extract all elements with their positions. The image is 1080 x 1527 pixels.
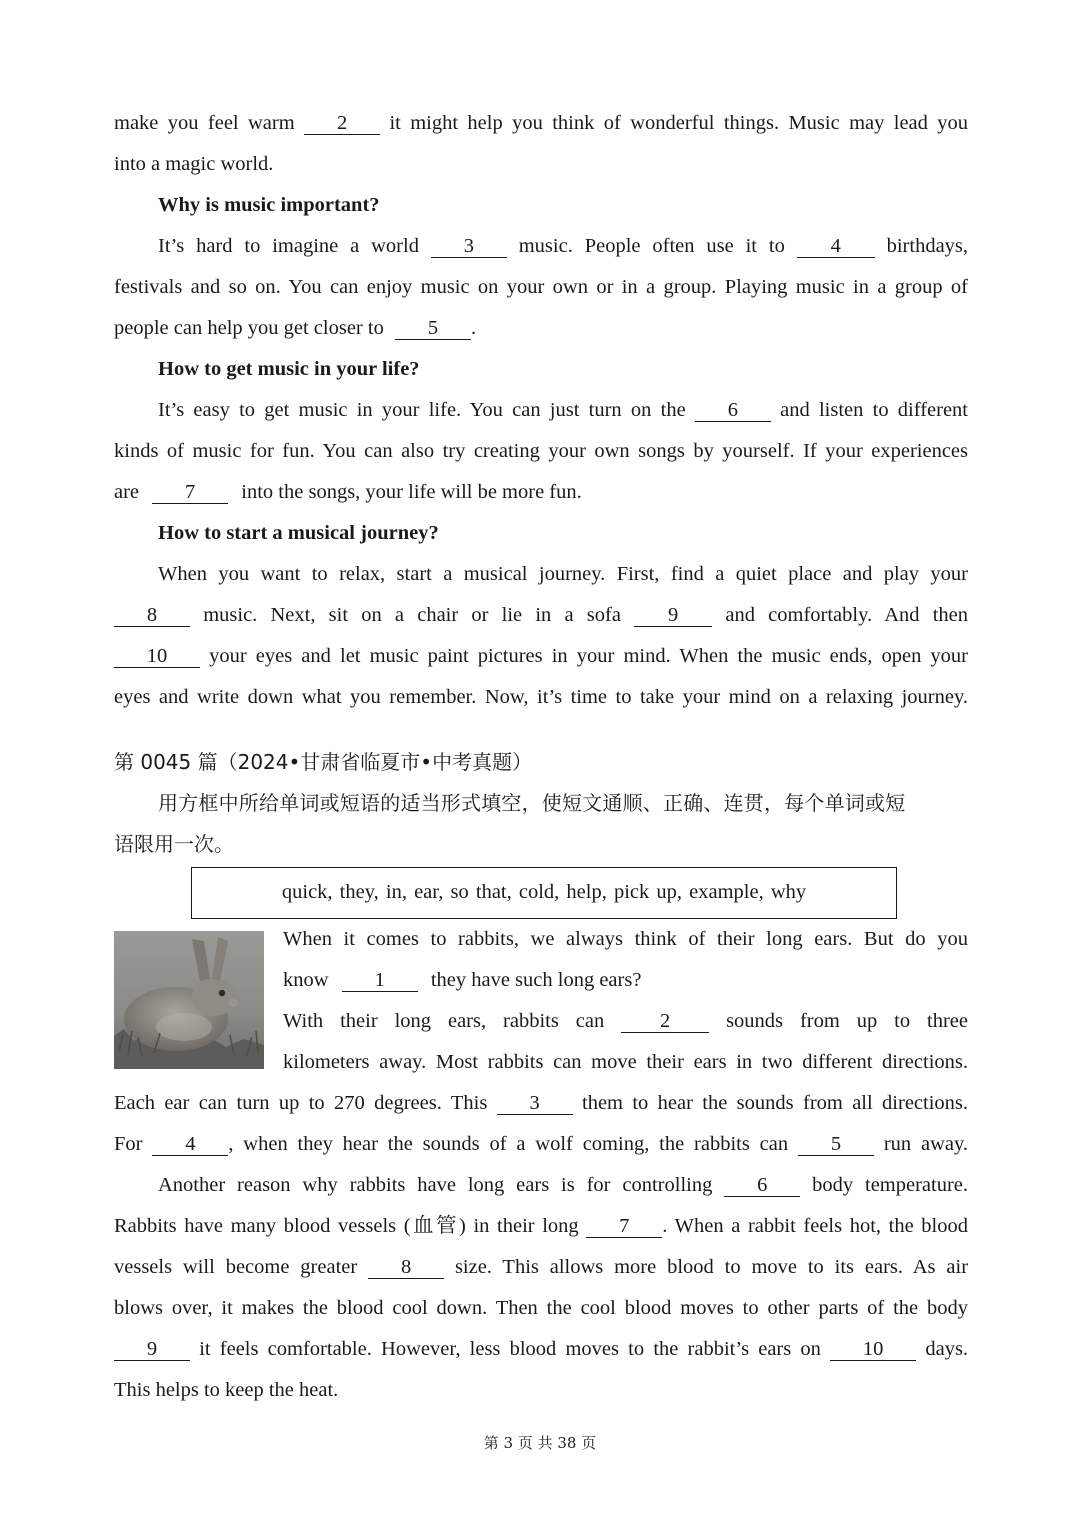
text: It’s easy to get music in your life. You can just turn on the bbox=[158, 399, 686, 421]
text: and comfortably. And then bbox=[725, 604, 968, 626]
heading-why-music-important: Why is music important? bbox=[158, 194, 380, 216]
text: For bbox=[114, 1133, 143, 1155]
text: vessels will become greater bbox=[114, 1256, 358, 1278]
text-line: into a magic world. bbox=[114, 153, 274, 175]
blank-8: 8 bbox=[114, 604, 190, 627]
text: Each ear can turn up to 270 degrees. This bbox=[114, 1092, 488, 1114]
text-line: festivals and so on. You can enjoy music on your own or in a group. Playing music in a group of bbox=[114, 276, 968, 298]
blank-4: 4 bbox=[152, 1133, 228, 1156]
text: It’s hard to imagine a world bbox=[158, 235, 419, 257]
text: it might help you think of wonderful things. Music may lead you bbox=[389, 112, 969, 134]
text: . bbox=[470, 317, 477, 339]
text: know bbox=[283, 969, 329, 991]
text: With their long ears, rabbits can bbox=[283, 1010, 605, 1032]
text: it feels comfortable. However, less blood moves to the rabbit’s ears on bbox=[199, 1338, 821, 1360]
rabbit-passage bbox=[114, 919, 968, 1083]
text-line: kinds of music for fun. You can also try creating your own songs by yourself. If your experiences bbox=[114, 440, 968, 462]
text: and listen to different bbox=[780, 399, 969, 421]
blank-2: 2 bbox=[621, 1010, 709, 1033]
text-line bbox=[114, 1329, 968, 1370]
text-line: eyes and write down what you remember. Now, it’s time to take your mind on a relaxing journey. bbox=[114, 686, 968, 708]
blank-8: 8 bbox=[368, 1256, 444, 1279]
blank-10: 10 bbox=[114, 645, 200, 668]
text: Rabbits have many blood vessels (血管) in their long bbox=[114, 1215, 579, 1237]
blank-9: 9 bbox=[634, 604, 712, 627]
text: sounds from up to three bbox=[726, 1010, 969, 1032]
blank-3: 3 bbox=[497, 1092, 573, 1115]
text: days. bbox=[925, 1338, 969, 1360]
text: into the songs, your life will be more fun. bbox=[241, 481, 582, 503]
heading-musical-journey: How to start a musical journey? bbox=[158, 522, 439, 544]
blank-2: 2 bbox=[304, 112, 380, 135]
word-bank-box: quick, they, in, ear, so that, cold, help, pick up, example, why bbox=[191, 867, 897, 919]
text-line bbox=[114, 472, 968, 513]
text-line bbox=[114, 390, 968, 431]
text-line bbox=[114, 226, 968, 267]
text-line bbox=[114, 636, 968, 677]
text-line: This helps to keep the heat. bbox=[114, 1379, 339, 1401]
text-line bbox=[114, 1247, 968, 1288]
text-line bbox=[114, 103, 968, 144]
text: , when they hear the sounds of a wolf coming, the rabbits can bbox=[228, 1133, 789, 1155]
text: your eyes and let music paint pictures in your mind. When the music ends, open your bbox=[209, 645, 969, 667]
text: . When a rabbit feels hot, the blood bbox=[662, 1215, 968, 1237]
text: music. Next, sit on a chair or lie in a sofa bbox=[203, 604, 621, 626]
text: people can help you get closer to bbox=[114, 317, 384, 339]
text: music. People often use it to bbox=[518, 235, 785, 257]
instruction-line: 语限用一次。 bbox=[114, 832, 234, 856]
blank-3: 3 bbox=[431, 235, 507, 258]
blank-7: 7 bbox=[586, 1215, 662, 1238]
document-page bbox=[114, 103, 968, 1411]
text-line bbox=[114, 1206, 968, 1247]
text-line: When you want to relax, start a musical journey. First, find a quiet place and play your bbox=[158, 563, 968, 585]
blank-5: 5 bbox=[395, 317, 471, 340]
rabbit-image bbox=[114, 931, 264, 1069]
text-line bbox=[114, 595, 968, 636]
text: them to hear the sounds from all directions. bbox=[582, 1092, 969, 1114]
text: body temperature. bbox=[812, 1174, 969, 1196]
instruction-line: 用方框中所给单词或短语的适当形式填空，使短文通顺、正确、连贯，每个单词或短 bbox=[158, 791, 906, 815]
page-footer: 第 3 页 共 38 页 bbox=[483, 1434, 597, 1452]
heading-get-music: How to get music in your life? bbox=[158, 358, 420, 380]
blank-7: 7 bbox=[152, 481, 228, 504]
text-line: kilometers away. Most rabbits can move their ears in two different directions. bbox=[283, 1051, 968, 1073]
blank-4: 4 bbox=[797, 235, 875, 258]
text: make you feel warm bbox=[114, 112, 295, 134]
blank-1: 1 bbox=[342, 969, 418, 992]
text: they have such long ears? bbox=[430, 969, 642, 991]
blank-9: 9 bbox=[114, 1338, 190, 1361]
text: run away. bbox=[883, 1133, 969, 1155]
text-line bbox=[114, 308, 968, 349]
blank-6: 6 bbox=[695, 399, 771, 422]
text-line: When it comes to rabbits, we always think of their long ears. But do you bbox=[283, 928, 968, 950]
blank-10: 10 bbox=[830, 1338, 916, 1361]
section-title: 第 0045 篇（2024•甘肃省临夏市•中考真题） bbox=[114, 750, 533, 774]
text: are bbox=[114, 481, 140, 503]
text: size. This allows more blood to move to its ears. As air bbox=[454, 1256, 969, 1278]
text-line bbox=[114, 1124, 968, 1165]
text: Another reason why rabbits have long ears is for controlling bbox=[158, 1174, 713, 1196]
blank-6: 6 bbox=[724, 1174, 800, 1197]
text-line bbox=[114, 1165, 968, 1206]
text: birthdays, bbox=[886, 235, 969, 257]
text-line: blows over, it makes the blood cool down. Then the cool blood moves to other parts of the body bbox=[114, 1297, 968, 1319]
blank-5: 5 bbox=[798, 1133, 874, 1156]
text-line bbox=[114, 1083, 968, 1124]
